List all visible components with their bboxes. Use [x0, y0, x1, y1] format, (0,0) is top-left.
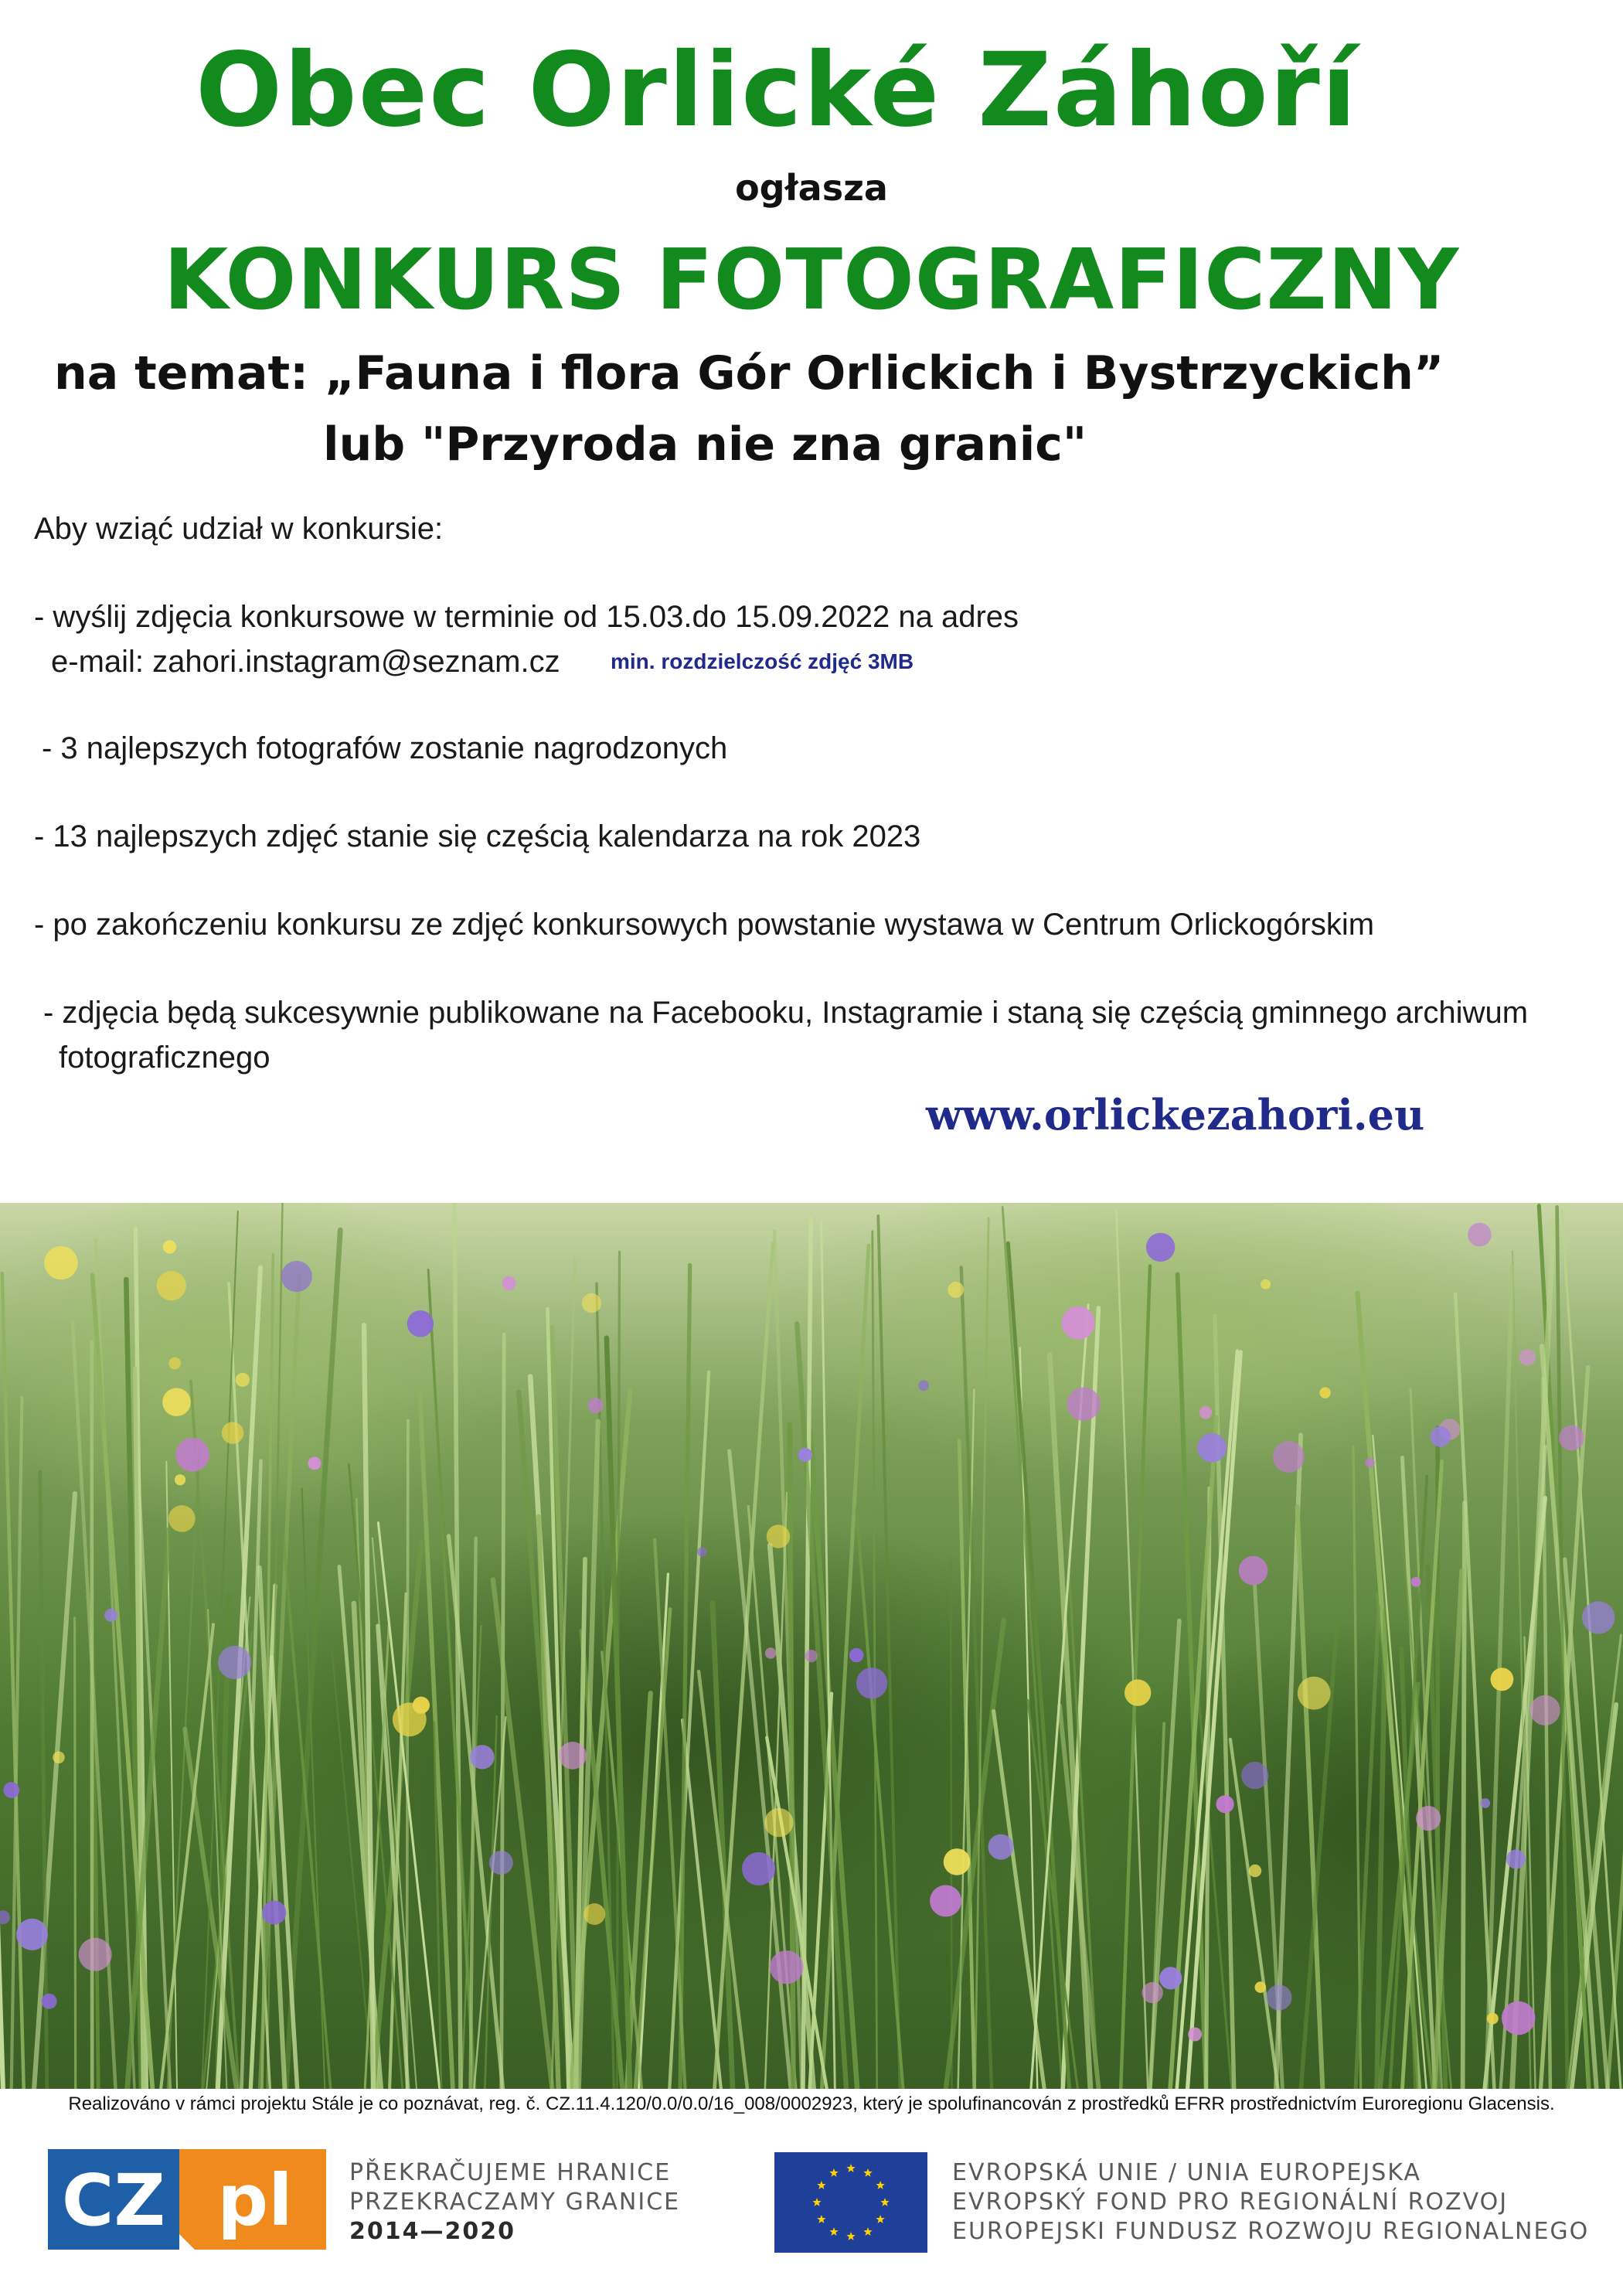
- subject-line-2: lub "Przyroda nie zna granic": [323, 417, 1087, 472]
- contest-title: KONKURS FOTOGRAFICZNY: [163, 232, 1460, 329]
- svg-text:CZ: CZ: [61, 2159, 166, 2242]
- rule-3: - 13 najlepszych zdjęć stanie się częścią kalendarza na rok 2023: [34, 819, 921, 853]
- rule-2: - 3 najlepszych fotografów zostanie nagrodzonych: [42, 731, 728, 765]
- rule-1-email[interactable]: e-mail: zahori.instagram@seznam.cz: [51, 645, 560, 679]
- rule-5-line-1: - zdjęcia będą sukcesywnie publikowane na Facebooku, Instagramie i staną się częścią gminnego archiwum: [43, 996, 1529, 1030]
- eu-line-2: EVROPSKÝ FOND PRO REGIONÁLNÍ ROZVOJ: [952, 2189, 1509, 2216]
- rule-4: - po zakończeniu konkursu ze zdjęć konkursowych powstanie wystawa w Centrum Orlickogórskim: [34, 908, 1375, 942]
- czpl-line-2: PRZEKRACZAMY GRANICE: [349, 2189, 681, 2216]
- announces-label: ogłasza: [735, 167, 888, 209]
- eu-text: [952, 2158, 1589, 2247]
- meadow-photo: [0, 1203, 1623, 2089]
- eu-flag-icon: [774, 2152, 927, 2253]
- rule-5-line-2: fotograficznego: [59, 1041, 270, 1075]
- czpl-line-1: PŘEKRAČUJEME HRANICE: [349, 2159, 672, 2186]
- svg-text:pl: pl: [217, 2159, 293, 2242]
- rule-1-line-1: - wyślij zdjęcia konkursowe w terminie od 15.03.do 15.09.2022 na adres: [34, 600, 1019, 634]
- resolution-note: min. rozdzielczość zdjęć 3MB: [611, 649, 914, 673]
- eu-line-1: EVROPSKÁ UNIE / UNIA EUROPEJSKA: [952, 2159, 1421, 2186]
- czpl-logo-icon: [48, 2149, 326, 2250]
- page-title: Obec Orlické Záhoří: [196, 31, 1358, 150]
- eu-line-3: EUROPEJSKI FUNDUSZ ROZWOJU REGIONALNEGO: [952, 2218, 1590, 2245]
- website-link[interactable]: www.orlickezahori.eu: [926, 1090, 1425, 1139]
- intro-text: Aby wziąć udział w konkursie:: [34, 512, 444, 546]
- subject-line-1: na temat: „Fauna i flora Gór Orlickich i Bystrzyckich”: [54, 346, 1444, 400]
- funding-note: Realizováno v rámci projektu Stále je co poznávat, reg. č. CZ.11.4.120/0.0/0.0/16_008/0002923, který je spolufinancován z prostředků EFRR prostřednictvím Euroregionu Glacensis.: [68, 2093, 1555, 2114]
- czpl-years: 2014—2020: [349, 2218, 515, 2245]
- czpl-slogan: [349, 2158, 680, 2247]
